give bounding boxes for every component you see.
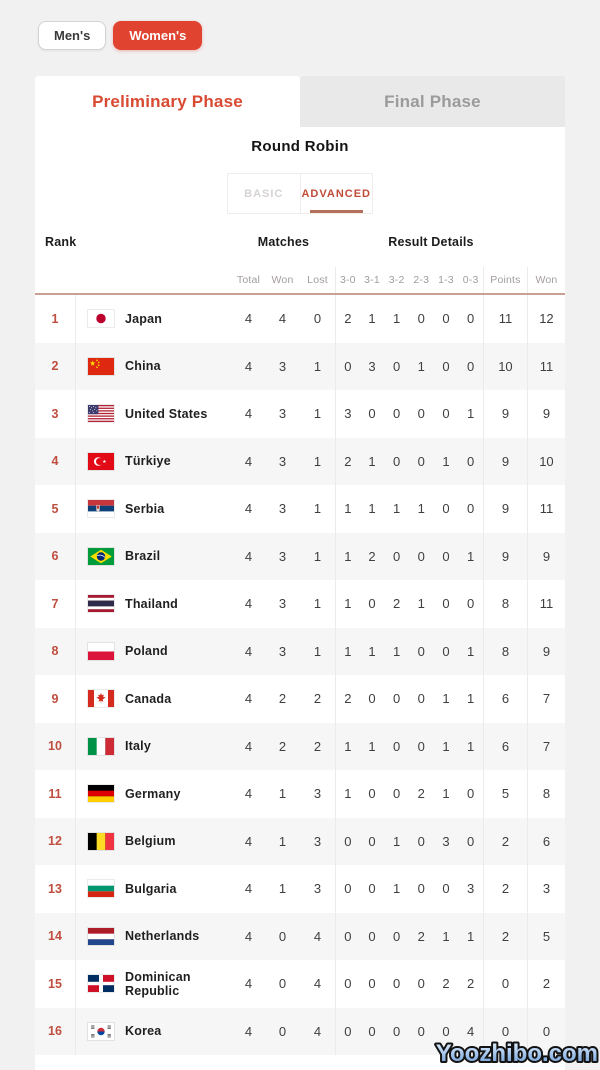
- team-cell: [75, 628, 232, 676]
- team-cell: [75, 770, 232, 818]
- sets-won-cell: 9: [527, 533, 565, 581]
- lost-cell: 1: [313, 453, 322, 469]
- team-cell: [75, 818, 232, 866]
- flag-germany-icon: [88, 785, 114, 802]
- result-3-0-cell: 0: [335, 1008, 360, 1056]
- result-2-3-cell: 0: [417, 691, 425, 707]
- result-3-2-cell: 0: [393, 453, 401, 469]
- won-cell: 3: [278, 596, 287, 612]
- total-cell: 4: [244, 833, 253, 849]
- rank-header: Rank: [45, 235, 77, 249]
- points-cell: 9: [483, 533, 527, 581]
- result-2-3-cell: 0: [417, 643, 425, 659]
- subheader-cell: Won: [527, 267, 565, 293]
- result-2-3-cell: 1: [417, 358, 425, 374]
- result-3-1-cell: 0: [368, 833, 376, 849]
- result-0-3-cell: 2: [466, 976, 475, 992]
- subheader-cell: 3-0: [335, 267, 360, 293]
- points-cell: 8: [483, 628, 527, 676]
- total-cell: 4: [244, 596, 253, 612]
- points-cell: 6: [483, 723, 527, 771]
- flag-serbia-icon: [88, 500, 114, 517]
- lost-cell: 1: [313, 548, 322, 564]
- result-3-2-cell: 1: [393, 643, 401, 659]
- subheader-cell: 2-3: [413, 274, 430, 286]
- team-name: Canada: [125, 691, 172, 706]
- result-3-1-cell: 0: [368, 406, 376, 422]
- table-row: [35, 723, 565, 771]
- total-cell: 4: [244, 738, 253, 754]
- won-cell: 0: [278, 1023, 287, 1039]
- team-name: Belgium: [125, 834, 176, 849]
- points-cell: 9: [483, 485, 527, 533]
- sets-won-cell: 5: [527, 913, 565, 961]
- result-0-3-cell: 4: [466, 1023, 475, 1039]
- team-cell: [75, 485, 232, 533]
- result-3-0-cell: 1: [335, 580, 360, 628]
- won-cell: 3: [278, 501, 287, 517]
- result-0-3-cell: 1: [466, 643, 475, 659]
- total-cell: 4: [244, 548, 253, 564]
- team-name: Serbia: [125, 501, 165, 516]
- total-cell: 4: [244, 406, 253, 422]
- sets-won-cell: 11: [527, 485, 565, 533]
- lost-cell: 3: [313, 833, 322, 849]
- result-0-3-cell: 0: [466, 786, 475, 802]
- result-3-2-cell: 0: [393, 928, 401, 944]
- sets-won-cell: 7: [527, 675, 565, 723]
- rank-cell: 2: [51, 359, 59, 374]
- result-3-1-cell: 1: [368, 311, 376, 327]
- result-3-0-cell: 1: [335, 485, 360, 533]
- subheader-cell: Lost: [307, 274, 328, 286]
- points-cell: 2: [483, 865, 527, 913]
- table-row: [35, 628, 565, 676]
- result-2-3-cell: 2: [417, 928, 425, 944]
- total-cell: 4: [244, 881, 253, 897]
- flag-dominican-republic-icon: [88, 975, 114, 992]
- table-row: [35, 960, 565, 1008]
- result-3-2-cell: 1: [393, 881, 401, 897]
- rank-cell: 5: [51, 501, 59, 516]
- flag-t-rkiye-icon: [88, 453, 114, 470]
- result-1-3-cell: 1: [442, 928, 450, 944]
- result-0-3-cell: 0: [466, 833, 475, 849]
- result-3-2-cell: 2: [393, 596, 401, 612]
- rank-cell: 7: [51, 596, 59, 611]
- total-cell: 4: [244, 501, 253, 517]
- total-cell: 4: [244, 786, 253, 802]
- result-1-3-cell: 1: [442, 738, 450, 754]
- result-3-0-cell: 0: [335, 865, 360, 913]
- subheader-cell: 3-1: [364, 274, 380, 286]
- flag-japan-icon: [88, 310, 114, 327]
- subheader-cell: 3-2: [388, 274, 405, 286]
- total-cell: 4: [244, 976, 253, 992]
- rank-cell: 15: [48, 976, 62, 991]
- table-group-header: [35, 229, 565, 255]
- result-0-3-cell: 0: [466, 311, 475, 327]
- points-cell: 2: [483, 913, 527, 961]
- result-3-2-cell: 0: [393, 738, 401, 754]
- result-1-3-cell: 0: [442, 406, 450, 422]
- sets-won-cell: 11: [527, 580, 565, 628]
- team-cell: [75, 675, 232, 723]
- result-0-3-cell: 0: [466, 453, 475, 469]
- flag-thailand-icon: [88, 595, 114, 612]
- result-3-1-cell: 3: [368, 358, 376, 374]
- table-row: [35, 533, 565, 581]
- table-row: [35, 390, 565, 438]
- result-2-3-cell: 0: [417, 406, 425, 422]
- total-cell: 4: [244, 928, 253, 944]
- flag-poland-icon: [88, 643, 114, 660]
- flag-korea-icon: [88, 1023, 114, 1040]
- mens-button[interactable]: Men's: [38, 21, 106, 50]
- lost-cell: 1: [313, 643, 322, 659]
- rank-cell: 12: [48, 834, 62, 849]
- won-cell: 3: [278, 453, 287, 469]
- lost-cell: 1: [313, 596, 322, 612]
- won-cell: 2: [278, 691, 287, 707]
- table-row: [35, 485, 565, 533]
- lost-cell: 4: [313, 976, 322, 992]
- team-cell: [75, 723, 232, 771]
- table-row: [35, 295, 565, 343]
- won-cell: 3: [278, 548, 287, 564]
- total-cell: 4: [244, 358, 253, 374]
- view-toggle: [227, 173, 373, 214]
- total-cell: 4: [244, 1023, 253, 1039]
- team-name: Bulgaria: [125, 881, 177, 896]
- result-0-3-cell: 0: [466, 358, 475, 374]
- standings-table-body: [35, 293, 565, 1055]
- flag-china-icon: [88, 358, 114, 375]
- team-name: Netherlands: [125, 929, 200, 944]
- team-cell: [75, 295, 232, 343]
- rank-cell: 16: [48, 1024, 62, 1039]
- result-3-2-cell: 0: [393, 548, 401, 564]
- result-3-1-cell: 1: [368, 453, 376, 469]
- points-cell: 9: [483, 390, 527, 438]
- total-cell: 4: [244, 691, 253, 707]
- result-0-3-cell: 0: [466, 596, 475, 612]
- result-3-1-cell: 0: [368, 881, 376, 897]
- watermark: [430, 1035, 600, 1069]
- result-2-3-cell: 0: [417, 311, 425, 327]
- rank-cell: 3: [51, 406, 59, 421]
- result-3-1-cell: 0: [368, 596, 376, 612]
- won-cell: 3: [278, 406, 287, 422]
- points-cell: 0: [483, 1008, 527, 1056]
- result-2-3-cell: 2: [417, 786, 425, 802]
- result-3-2-cell: 0: [393, 358, 401, 374]
- table-row: [35, 770, 565, 818]
- result-1-3-cell: 2: [442, 976, 450, 992]
- sets-won-cell: 9: [527, 390, 565, 438]
- result-3-2-cell: 0: [393, 1023, 401, 1039]
- team-cell: [75, 960, 232, 1008]
- result-0-3-cell: 1: [466, 928, 475, 944]
- result-3-2-cell: 0: [393, 976, 401, 992]
- team-name: Poland: [125, 644, 168, 659]
- flag-belgium-icon: [88, 833, 114, 850]
- lost-cell: 1: [313, 358, 322, 374]
- result-0-3-cell: 3: [466, 881, 475, 897]
- tab-final-phase[interactable]: Final Phase: [300, 76, 565, 127]
- team-cell: [75, 343, 232, 391]
- lost-cell: 2: [313, 738, 322, 754]
- total-cell: 4: [244, 643, 253, 659]
- result-3-1-cell: 0: [368, 1023, 376, 1039]
- won-cell: 0: [278, 928, 287, 944]
- won-cell: 4: [278, 311, 287, 327]
- sets-won-cell: 10: [527, 438, 565, 486]
- phase-tabs: [35, 76, 565, 127]
- subheader-cell: Total: [236, 274, 261, 286]
- result-1-3-cell: 0: [442, 358, 450, 374]
- rank-cell: 13: [48, 881, 62, 896]
- rank-cell: 9: [51, 691, 59, 706]
- lost-cell: 4: [313, 1023, 322, 1039]
- result-2-3-cell: 0: [417, 976, 425, 992]
- result-1-3-cell: 1: [442, 453, 450, 469]
- won-cell: 1: [278, 881, 287, 897]
- result-3-1-cell: 0: [368, 928, 376, 944]
- table-subheader: [35, 267, 565, 293]
- subheader-cell: 0-3: [462, 274, 479, 286]
- womens-button[interactable]: Women's: [113, 21, 202, 50]
- result-2-3-cell: 0: [417, 738, 425, 754]
- team-name: Germany: [125, 786, 181, 801]
- flag-italy-icon: [88, 738, 114, 755]
- result-2-3-cell: 0: [417, 1023, 425, 1039]
- flag-canada-icon: [88, 690, 114, 707]
- rank-cell: 10: [48, 739, 62, 754]
- result-3-0-cell: 1: [335, 533, 360, 581]
- lost-cell: 3: [313, 786, 322, 802]
- rank-cell: 14: [48, 929, 62, 944]
- team-name: Korea: [125, 1024, 162, 1039]
- table-row: [35, 675, 565, 723]
- sets-won-cell: 0: [527, 1008, 565, 1056]
- subheader-cell: Points: [483, 267, 527, 293]
- result-1-3-cell: 3: [442, 833, 450, 849]
- lost-cell: 4: [313, 928, 322, 944]
- won-cell: 3: [278, 643, 287, 659]
- result-1-3-cell: 1: [442, 691, 450, 707]
- total-cell: 4: [244, 311, 253, 327]
- team-cell: [75, 580, 232, 628]
- tab-preliminary-phase[interactable]: Preliminary Phase: [35, 76, 300, 127]
- won-cell: 1: [278, 786, 287, 802]
- won-cell: 2: [278, 738, 287, 754]
- flag-bulgaria-icon: [88, 880, 114, 897]
- table-row: [35, 913, 565, 961]
- lost-cell: 1: [313, 501, 322, 517]
- result-3-1-cell: 0: [368, 976, 376, 992]
- result-1-3-cell: 0: [442, 311, 450, 327]
- result-3-1-cell: 1: [368, 643, 376, 659]
- result-2-3-cell: 1: [417, 596, 425, 612]
- won-cell: 3: [278, 358, 287, 374]
- sets-won-cell: 9: [527, 628, 565, 676]
- points-cell: 8: [483, 580, 527, 628]
- points-cell: 11: [483, 295, 527, 343]
- result-2-3-cell: 0: [417, 548, 425, 564]
- team-name: Brazil: [125, 549, 161, 564]
- team-name: Japan: [125, 311, 163, 326]
- sets-won-cell: 3: [527, 865, 565, 913]
- rank-cell: 1: [51, 311, 59, 326]
- result-3-2-cell: 1: [393, 833, 401, 849]
- result-3-0-cell: 0: [335, 818, 360, 866]
- result-1-3-cell: 0: [442, 501, 450, 517]
- watermark-text: Yoozhibo.com: [435, 1040, 598, 1067]
- result-0-3-cell: 1: [466, 691, 475, 707]
- result-3-0-cell: 1: [335, 628, 360, 676]
- result-3-0-cell: 0: [335, 343, 360, 391]
- flag-netherlands-icon: [88, 928, 114, 945]
- points-cell: 0: [483, 960, 527, 1008]
- team-name: China: [125, 359, 161, 374]
- advanced-tab[interactable]: ADVANCED: [301, 173, 374, 214]
- result-0-3-cell: 1: [466, 406, 475, 422]
- result-3-0-cell: 2: [335, 438, 360, 486]
- team-cell: [75, 1008, 232, 1056]
- flag-united-states-icon: [88, 405, 114, 422]
- subheader-spacer: [35, 267, 75, 293]
- result-2-3-cell: 0: [417, 453, 425, 469]
- result-3-1-cell: 0: [368, 691, 376, 707]
- result-3-0-cell: 0: [335, 960, 360, 1008]
- result-1-3-cell: 0: [442, 548, 450, 564]
- team-name: United States: [125, 406, 208, 421]
- lost-cell: 1: [313, 406, 322, 422]
- team-cell: [75, 913, 232, 961]
- result-3-1-cell: 1: [368, 501, 376, 517]
- team-cell: [75, 390, 232, 438]
- result-1-3-cell: 0: [442, 596, 450, 612]
- team-cell: [75, 438, 232, 486]
- subheader-spacer: [75, 267, 232, 293]
- result-3-0-cell: 1: [335, 770, 360, 818]
- sets-won-cell: 8: [527, 770, 565, 818]
- gender-toggle: [38, 21, 202, 50]
- result-3-1-cell: 0: [368, 786, 376, 802]
- section-title: Round Robin: [251, 138, 349, 155]
- won-cell: 0: [278, 976, 287, 992]
- team-cell: [75, 865, 232, 913]
- points-cell: 9: [483, 438, 527, 486]
- result-3-1-cell: 2: [368, 548, 376, 564]
- result-details-header: Result Details: [388, 235, 474, 249]
- result-2-3-cell: 0: [417, 881, 425, 897]
- team-cell: [75, 533, 232, 581]
- result-3-0-cell: 0: [335, 913, 360, 961]
- result-3-0-cell: 3: [335, 390, 360, 438]
- lost-cell: 0: [313, 311, 322, 327]
- sets-won-cell: 11: [527, 343, 565, 391]
- subheader-cell: 1-3: [438, 274, 454, 286]
- table-row: [35, 438, 565, 486]
- result-3-2-cell: 0: [393, 691, 401, 707]
- points-cell: 2: [483, 818, 527, 866]
- total-cell: 4: [244, 453, 253, 469]
- result-1-3-cell: 0: [442, 643, 450, 659]
- team-name: Thailand: [125, 596, 178, 611]
- result-1-3-cell: 0: [442, 881, 450, 897]
- sets-won-cell: 7: [527, 723, 565, 771]
- basic-tab[interactable]: BASIC: [227, 173, 301, 214]
- result-0-3-cell: 1: [466, 738, 475, 754]
- result-1-3-cell: 0: [442, 1023, 450, 1039]
- table-row: [35, 865, 565, 913]
- sets-won-cell: 12: [527, 295, 565, 343]
- team-name: Italy: [125, 739, 152, 754]
- result-3-1-cell: 1: [368, 738, 376, 754]
- matches-header: Matches: [257, 235, 310, 249]
- sets-won-cell: 2: [527, 960, 565, 1008]
- result-3-2-cell: 1: [393, 311, 401, 327]
- team-name: Dominican Republic: [125, 969, 191, 998]
- won-cell: 1: [278, 833, 287, 849]
- standings-card: [35, 127, 565, 1070]
- result-3-2-cell: 0: [393, 406, 401, 422]
- rank-cell: 6: [51, 549, 59, 564]
- result-2-3-cell: 0: [417, 833, 425, 849]
- rank-cell: 11: [48, 786, 62, 801]
- result-3-2-cell: 1: [393, 501, 401, 517]
- points-cell: 6: [483, 675, 527, 723]
- result-1-3-cell: 1: [442, 786, 450, 802]
- result-3-2-cell: 0: [393, 786, 401, 802]
- points-cell: 5: [483, 770, 527, 818]
- flag-brazil-icon: [88, 548, 114, 565]
- result-3-0-cell: 2: [335, 295, 360, 343]
- lost-cell: 3: [313, 881, 322, 897]
- result-0-3-cell: 0: [466, 501, 475, 517]
- table-row: [35, 580, 565, 628]
- subheader-cell: Won: [271, 274, 294, 286]
- result-3-0-cell: 2: [335, 675, 360, 723]
- table-row: [35, 343, 565, 391]
- lost-cell: 2: [313, 691, 322, 707]
- rank-cell: 8: [51, 644, 59, 659]
- sets-won-cell: 6: [527, 818, 565, 866]
- table-row: [35, 818, 565, 866]
- result-3-0-cell: 1: [335, 723, 360, 771]
- rank-cell: 4: [51, 454, 59, 469]
- points-cell: 10: [483, 343, 527, 391]
- result-0-3-cell: 1: [466, 548, 475, 564]
- result-2-3-cell: 1: [417, 501, 425, 517]
- team-name: Türkiye: [125, 454, 171, 469]
